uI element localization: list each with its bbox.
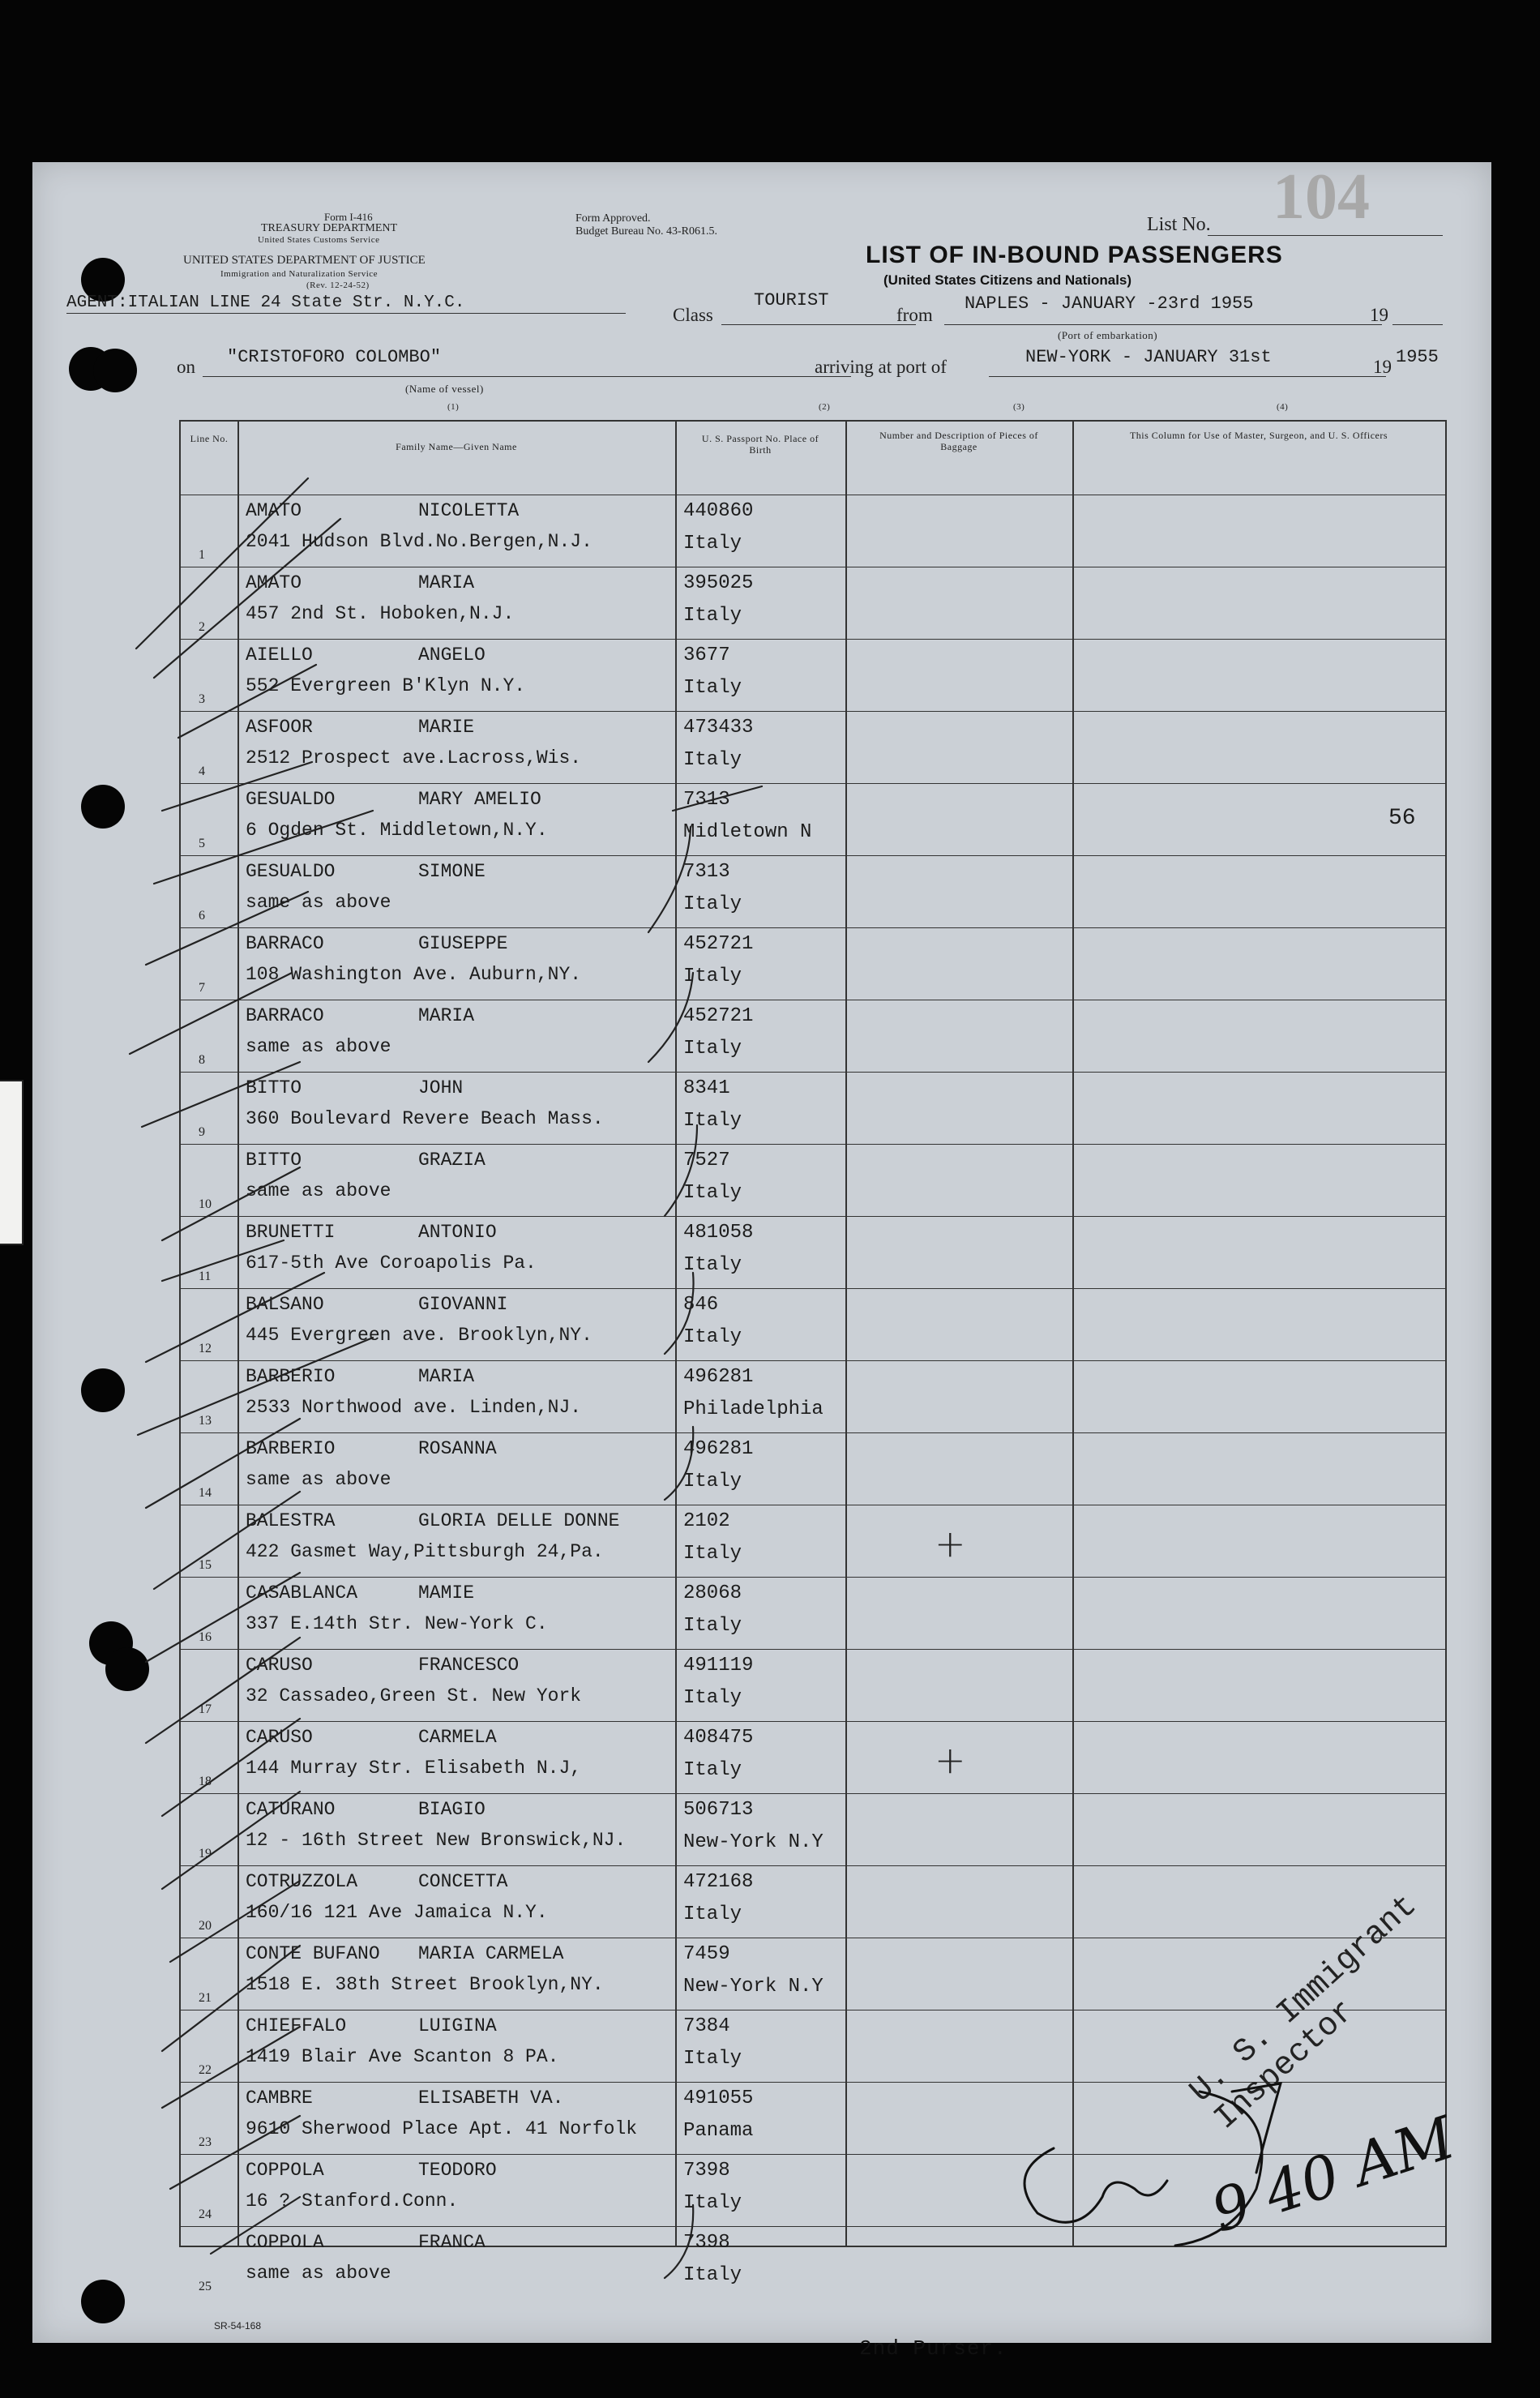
class-underline [721, 324, 916, 325]
family-name: BARRACO [246, 933, 324, 954]
line-number: 3 [199, 692, 205, 706]
address: same as above [246, 1180, 391, 1201]
address: 1518 E. 38th Street Brooklyn,NY. [246, 1974, 604, 1995]
passport-number: 440860 [683, 500, 754, 522]
family-name: CONTE BUFANO [246, 1943, 380, 1964]
address: 160/16 121 Ave Jamaica N.Y. [246, 1902, 548, 1923]
place-of-birth: Italy [683, 893, 742, 915]
family-name: CARUSO [246, 1655, 313, 1676]
line-number: 6 [199, 909, 205, 923]
column-number-2: (2) [819, 402, 831, 412]
officer-mark: 56 [1388, 806, 1416, 831]
given-name: MARIA [418, 1366, 475, 1387]
punch-hole [81, 2280, 125, 2323]
given-name: TEODORO [418, 2160, 497, 2181]
table-row [181, 1432, 1445, 1505]
arrival-value: NEW-YORK - JANUARY 31st [1025, 347, 1272, 367]
passport-number: 846 [683, 1294, 719, 1316]
passport-number: 7313 [683, 789, 730, 811]
family-name: AMATO [246, 500, 302, 521]
place-of-birth: Italy [683, 1326, 742, 1348]
table-row [181, 1216, 1445, 1289]
passport-number: 8341 [683, 1077, 730, 1099]
arrival-year: 1955 [1396, 347, 1439, 367]
given-name: GLORIA DELLE DONNE [418, 1510, 620, 1531]
customs-service: United States Customs Service [258, 235, 380, 245]
form-number: Form I-416 [324, 211, 373, 223]
punch-hole [105, 1647, 149, 1691]
passport-number: 491119 [683, 1655, 754, 1676]
table-row [181, 783, 1445, 856]
passport-number: 7398 [683, 2232, 730, 2254]
given-name: MARY AMELIO [418, 789, 541, 810]
family-name: BARRACO [246, 1005, 324, 1026]
family-name: CATURANO [246, 1799, 336, 1820]
family-name: AIELLO [246, 644, 313, 666]
table-row [181, 495, 1445, 567]
table-row [181, 1649, 1445, 1722]
place-of-birth: New-York N.Y [683, 1976, 823, 1998]
passport-number: 473433 [683, 717, 754, 739]
column-header-passport: U. S. Passport No. Place of Birth [701, 433, 819, 456]
family-name: BRUNETTI [246, 1222, 336, 1243]
place-of-birth: Midletown N [683, 821, 812, 843]
line-number: 25 [199, 2280, 212, 2293]
given-name: ROSANNA [418, 1438, 497, 1459]
class-value: TOURIST [754, 290, 829, 310]
place-of-birth: Italy [683, 1110, 742, 1132]
embarkation-value: NAPLES - JANUARY -23rd 1955 [965, 293, 1254, 314]
passport-number: 496281 [683, 1438, 754, 1460]
family-name: CAMBRE [246, 2088, 313, 2109]
family-name: COPPOLA [246, 2232, 324, 2253]
place-of-birth: Italy [683, 2192, 742, 2214]
line-number: 8 [199, 1053, 205, 1067]
place-of-birth: Italy [683, 1615, 742, 1637]
immigration-service: Immigration and Naturalization Service [220, 269, 379, 279]
passport-number: 7313 [683, 861, 730, 883]
given-name: ANTONIO [418, 1222, 497, 1243]
passport-number: 506713 [683, 1799, 754, 1821]
given-name: NICOLETTA [418, 500, 520, 521]
line-number: 9 [199, 1125, 205, 1139]
address: 12 - 16th Street New Bronswick,NJ. [246, 1830, 627, 1851]
place-of-birth: Italy [683, 677, 742, 699]
line-number: 22 [199, 2063, 212, 2077]
family-name: COTRUZZOLA [246, 1871, 358, 1892]
given-name: GRAZIA [418, 1150, 486, 1171]
table-row [181, 1288, 1445, 1361]
line-number: 17 [199, 1702, 212, 1716]
passport-number: 2102 [683, 1510, 730, 1532]
table-row [181, 711, 1445, 784]
list-no-value: 104 [1273, 161, 1370, 233]
vessel-name: "CRISTOFORO COLOMBO" [227, 347, 442, 367]
family-name: AMATO [246, 572, 302, 593]
family-name: BITTO [246, 1150, 302, 1171]
justice-department: UNITED STATES DEPARTMENT OF JUSTICE [183, 254, 426, 267]
arrival-year-prefix: 19 [1373, 357, 1392, 377]
address: 552 Evergreen B'Klyn N.Y. [246, 675, 526, 696]
column-header-officers: This Column for Use of Master, Surgeon, and U. S. Officers [1129, 430, 1388, 441]
address: 422 Gasmet Way,Pittsburgh 24,Pa. [246, 1541, 604, 1562]
family-name: CHIEFFALO [246, 2015, 347, 2036]
family-name: CASABLANCA [246, 1582, 358, 1604]
passport-number: 452721 [683, 1005, 754, 1027]
place-of-birth: Italy [683, 1687, 742, 1709]
family-name: BARBERIO [246, 1366, 336, 1387]
handwritten-time: 9 40 AM [1203, 2103, 1463, 2246]
table-row [181, 1938, 1445, 2010]
address: 360 Boulevard Revere Beach Mass. [246, 1108, 604, 1129]
column-header-line-no: Line No. [190, 433, 229, 444]
address: 16 ? Stanford.Conn. [246, 2190, 459, 2212]
place-of-birth: Italy [683, 749, 742, 771]
place-of-birth: Italy [683, 1182, 742, 1204]
purser-signature-line: 2nd Purser. [859, 2336, 1007, 2361]
given-name: SIMONE [418, 861, 486, 882]
given-name: BIAGIO [418, 1799, 486, 1820]
address: 457 2nd St. Hoboken,N.J. [246, 603, 515, 624]
vessel-caption: (Name of vessel) [405, 383, 484, 395]
place-of-birth: Italy [683, 1471, 742, 1492]
address: 617-5th Ave Coroapolis Pa. [246, 1253, 537, 1274]
place-of-birth: Italy [683, 1254, 742, 1276]
line-number: 12 [199, 1342, 212, 1355]
line-number: 4 [199, 764, 205, 778]
line-number: 21 [199, 1991, 212, 2005]
arriving-label: arriving at port of [815, 357, 947, 377]
from-underline [944, 324, 1382, 325]
table-row [181, 855, 1445, 928]
agent-underline [66, 313, 626, 314]
passport-number: 28068 [683, 1582, 742, 1604]
table-row [181, 567, 1445, 640]
given-name: ELISABETH VA. [418, 2088, 564, 2109]
given-name: ANGELO [418, 644, 486, 666]
line-number: 14 [199, 1486, 212, 1500]
tally-box [0, 1080, 24, 1245]
family-name: BALSANO [246, 1294, 324, 1315]
table-row [181, 1360, 1445, 1433]
passport-number: 452721 [683, 933, 754, 955]
list-no-label: List No. [1147, 214, 1211, 235]
year-underline [1392, 324, 1443, 325]
address: same as above [246, 1469, 391, 1490]
address: same as above [246, 1036, 391, 1057]
given-name: LUIGINA [418, 2015, 497, 2036]
family-name: BITTO [246, 1077, 302, 1098]
line-number: 24 [199, 2207, 212, 2221]
table-row [181, 1577, 1445, 1650]
passport-number: 3677 [683, 644, 730, 666]
place-of-birth: Italy [683, 1759, 742, 1781]
form-approved: Form Approved. [575, 212, 651, 225]
arrival-underline [989, 376, 1386, 377]
agent-line: AGENT:ITALIAN LINE 24 State Str. N.Y.C. [66, 293, 465, 312]
place-of-birth: Italy [683, 605, 742, 627]
column-number-1: (1) [447, 402, 460, 412]
table-row [181, 1865, 1445, 1938]
address: 6 Ogden St. Middletown,N.Y. [246, 820, 548, 841]
passport-number: 7384 [683, 2015, 730, 2037]
passport-number: 395025 [683, 572, 754, 594]
line-number: 15 [199, 1558, 212, 1572]
treasury-department: TREASURY DEPARTMENT [261, 222, 398, 234]
punch-hole [81, 785, 125, 829]
given-name: GIUSEPPE [418, 933, 508, 954]
table-row [181, 1793, 1445, 1866]
line-number: 11 [199, 1270, 212, 1283]
table-row [181, 927, 1445, 1000]
passport-number: 481058 [683, 1222, 754, 1244]
line-number: 7 [199, 981, 205, 995]
address: 1419 Blair Ave Scanton 8 PA. [246, 2046, 559, 2067]
place-of-birth: Italy [683, 1903, 742, 1925]
year-prefix: 19 [1370, 305, 1388, 325]
family-name: GESUALDO [246, 789, 336, 810]
on-label: on [177, 357, 195, 377]
port-embarkation-caption: (Port of embarkation) [1058, 329, 1158, 341]
line-number: 20 [199, 1919, 212, 1933]
place-of-birth: Philadelphia [683, 1398, 823, 1420]
page-title: LIST OF IN-BOUND PASSENGERS [866, 242, 1283, 268]
place-of-birth: Panama [683, 2120, 754, 2142]
line-number: 10 [199, 1197, 212, 1211]
inspector-stamp: U. S. Immigrant Inspector [1183, 1888, 1425, 2138]
given-name: MARIE [418, 717, 475, 738]
passport-number: 7398 [683, 2160, 730, 2182]
address: 144 Murray Str. Elisabeth N.J, [246, 1758, 582, 1779]
line-number: 23 [199, 2135, 212, 2149]
address: same as above [246, 892, 391, 913]
address: 32 Cassadeo,Green St. New York [246, 1685, 582, 1706]
baggage-mark: + [935, 1522, 966, 1565]
given-name: JOHN [418, 1077, 464, 1098]
line-number: 1 [199, 548, 205, 562]
family-name: ASFOOR [246, 717, 313, 738]
column-header-baggage: Number and Description of Pieces of Baggage [879, 430, 1038, 452]
given-name: MARIA [418, 572, 475, 593]
line-number: 16 [199, 1630, 212, 1644]
vessel-underline [203, 376, 851, 377]
address: same as above [246, 2263, 391, 2284]
line-number: 5 [199, 837, 205, 850]
table-row [181, 1072, 1445, 1145]
from-label: from [896, 305, 933, 325]
baggage-mark: + [935, 1738, 966, 1782]
budget-bureau: Budget Bureau No. 43-R061.5. [575, 225, 717, 238]
passport-number: 472168 [683, 1871, 754, 1893]
given-name: MAMIE [418, 1582, 475, 1604]
punch-hole [81, 1368, 125, 1412]
place-of-birth: Italy [683, 2048, 742, 2070]
form-code: SR-54-168 [214, 2320, 262, 2332]
address: 337 E.14th Str. New-York C. [246, 1613, 548, 1634]
address: 2512 Prospect ave.Lacross,Wis. [246, 747, 582, 769]
passport-number: 408475 [683, 1727, 754, 1749]
given-name: FRANCA [418, 2232, 486, 2253]
line-number: 19 [199, 1847, 212, 1861]
table-row [181, 1721, 1445, 1794]
given-name: CONCETTA [418, 1871, 508, 1892]
column-number-3: (3) [1013, 402, 1025, 412]
place-of-birth: Italy [683, 2264, 742, 2286]
place-of-birth: Italy [683, 966, 742, 987]
address: 445 Evergreen ave. Brooklyn,NY. [246, 1325, 592, 1346]
given-name: FRANCESCO [418, 1655, 520, 1676]
line-number: 13 [199, 1414, 212, 1428]
table-row [181, 1505, 1445, 1578]
place-of-birth: New-York N.Y [683, 1831, 823, 1853]
passenger-table [179, 420, 1447, 2293]
form-revision: (Rev. 12-24-52) [306, 280, 370, 290]
address: 9610 Sherwood Place Apt. 41 Norfolk [246, 2118, 638, 2139]
line-number: 2 [199, 620, 205, 634]
family-name: CARUSO [246, 1727, 313, 1748]
manifest-sheet [32, 161, 1491, 2361]
place-of-birth: Italy [683, 1543, 742, 1565]
passport-number: 7459 [683, 1943, 730, 1965]
class-label: Class [673, 305, 713, 325]
table-row [181, 639, 1445, 712]
page-subtitle: (United States Citizens and Nationals) [883, 272, 1132, 288]
table-row [181, 1144, 1445, 1217]
table-row [181, 1000, 1445, 1073]
family-name: BARBERIO [246, 1438, 336, 1459]
given-name: MARIA CARMELA [418, 1943, 564, 1964]
column-number-4: (4) [1277, 402, 1289, 412]
address: 108 Washington Ave. Auburn,NY. [246, 964, 582, 985]
list-no-line [1208, 235, 1443, 236]
family-name: GESUALDO [246, 861, 336, 882]
place-of-birth: Italy [683, 533, 742, 555]
passport-number: 491055 [683, 2088, 754, 2109]
line-number: 18 [199, 1775, 212, 1788]
given-name: GIOVANNI [418, 1294, 508, 1315]
passport-number: 7527 [683, 1150, 730, 1171]
family-name: BALESTRA [246, 1510, 336, 1531]
place-of-birth: Italy [683, 1038, 742, 1060]
address: 2041 Hudson Blvd.No.Bergen,N.J. [246, 531, 592, 552]
given-name: MARIA [418, 1005, 475, 1026]
punch-hole [93, 349, 137, 392]
family-name: COPPOLA [246, 2160, 324, 2181]
given-name: CARMELA [418, 1727, 497, 1748]
passport-number: 496281 [683, 1366, 754, 1388]
column-header-name: Family Name—Given Name [396, 441, 517, 452]
address: 2533 Northwood ave. Linden,NJ. [246, 1397, 582, 1418]
